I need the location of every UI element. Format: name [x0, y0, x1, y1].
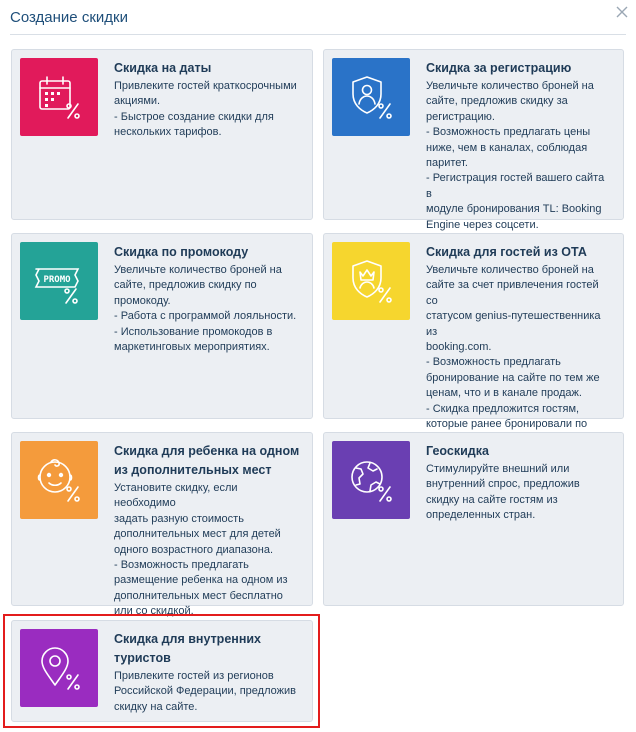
card-text: - Быстрое создание скидки для — [114, 110, 274, 123]
card-text: маркетинговых мероприятиях. — [114, 341, 270, 354]
discount-card-dates[interactable] — [11, 49, 313, 220]
card-icon-tile — [20, 629, 98, 707]
close-icon[interactable] — [614, 4, 630, 20]
card-icon-tile — [20, 242, 98, 320]
card-text: Стимулируйте внешний или — [426, 463, 570, 475]
card-text: которые ранее бронировали по — [426, 418, 588, 431]
card-text: Увеличьте количество броней на — [426, 80, 594, 92]
card-text: размещение ребенка на одном из — [114, 574, 288, 587]
card-text: - Возможность предлагать — [426, 356, 561, 369]
card-text: акциями. — [114, 95, 161, 108]
card-text: - Скидка предложится гостям, — [426, 402, 580, 415]
child-face-percent-icon — [36, 457, 82, 503]
globe-percent-icon — [348, 457, 394, 503]
card-title: Скидка для внутренних — [114, 632, 262, 646]
card-text: Привлеките гостей из регионов — [114, 670, 274, 682]
card-text: или со скидкой. — [114, 605, 194, 618]
card-text: внутренний спрос, предложив — [426, 478, 580, 491]
card-title: Скидка для гостей из ОТА — [426, 245, 587, 259]
card-text: Увеличьте количество броней на — [426, 264, 594, 276]
card-title: туристов — [114, 651, 171, 665]
card-icon-tile — [20, 58, 98, 136]
card-text: - Возможность предлагать цены — [426, 126, 591, 139]
card-text: Установите скидку, если необходимо — [114, 482, 238, 510]
card-text: сайте за счет привлечения гостей со — [426, 279, 599, 307]
card-title: Скидка на даты — [114, 61, 212, 75]
card-title: Скидка за регистрацию — [426, 61, 572, 75]
discount-card-domestic[interactable] — [11, 620, 313, 722]
card-text: скидку на сайте гостям из — [426, 493, 558, 506]
promo-label: PROMO — [43, 275, 71, 285]
card-text: дополнительных мест бесплатно — [114, 589, 283, 602]
card-icon-tile — [332, 242, 410, 320]
card-text: дополнительных мест для детей — [114, 528, 281, 541]
close-button[interactable] — [614, 4, 630, 20]
card-title: Скидка для ребенка на одном — [114, 444, 300, 458]
card-title: Скидка по промокоду — [114, 245, 249, 259]
card-text: booking.com. — [426, 341, 492, 354]
discount-card-geo[interactable] — [323, 432, 624, 606]
card-text: - Работа с программой лояльности. — [114, 310, 297, 323]
card-text: паритет. — [426, 157, 468, 170]
card-text: промокоду. — [114, 294, 171, 307]
card-text: сайте, предложив скидку за — [426, 95, 568, 108]
card-text: Engine через соцсети. — [426, 218, 539, 231]
card-text: регистрацию. — [426, 110, 495, 123]
card-text: скидку на сайте. — [114, 700, 198, 713]
card-text: - Возможность предлагать — [114, 559, 249, 572]
discount-card-child[interactable] — [11, 432, 313, 618]
card-text: статусом genius-путешественника из — [426, 310, 601, 338]
calendar-percent-icon — [36, 74, 82, 120]
location-pin-percent-icon — [36, 645, 82, 691]
dialog-title: Создание скидки — [10, 9, 128, 26]
card-text: Российской Федерации, предложив — [114, 685, 296, 698]
discount-card-ota[interactable] — [323, 233, 624, 431]
card-text: модуле бронирования TL: Booking — [426, 203, 602, 216]
card-text: ниже, чем в каналах, соблюдая — [426, 141, 588, 154]
header-divider — [10, 34, 626, 35]
card-title: Геоскидка — [426, 444, 489, 458]
card-text: бронирование на сайте по тем же — [426, 371, 600, 384]
promo-percent-icon — [36, 258, 82, 304]
discount-card-registration[interactable] — [323, 49, 624, 231]
shield-crown-percent-icon — [348, 258, 394, 304]
card-icon-tile — [332, 58, 410, 136]
card-text: задать разную стоимость — [114, 512, 244, 525]
shield-user-percent-icon — [348, 74, 394, 120]
card-text: - Регистрация гостей вашего сайта в — [426, 172, 605, 200]
card-text: ценам, что и в канале продаж. — [426, 387, 582, 400]
card-text: - Использование промокодов в — [114, 325, 273, 338]
card-text: Привлеките гостей краткосрочными — [114, 80, 297, 92]
card-icon-tile — [332, 441, 410, 519]
card-text: сайте, предложив скидку по — [114, 279, 257, 292]
card-text: одного возрастного диапазона. — [114, 543, 274, 556]
discount-card-promo[interactable] — [11, 233, 313, 419]
card-text: нескольких тарифов. — [114, 126, 222, 139]
card-text: Увеличьте количество броней на — [114, 264, 282, 276]
card-text: определенных стран. — [426, 509, 536, 522]
dialog-header — [10, 0, 636, 34]
card-icon-tile — [20, 441, 98, 519]
card-title: из дополнительных мест — [114, 463, 272, 477]
